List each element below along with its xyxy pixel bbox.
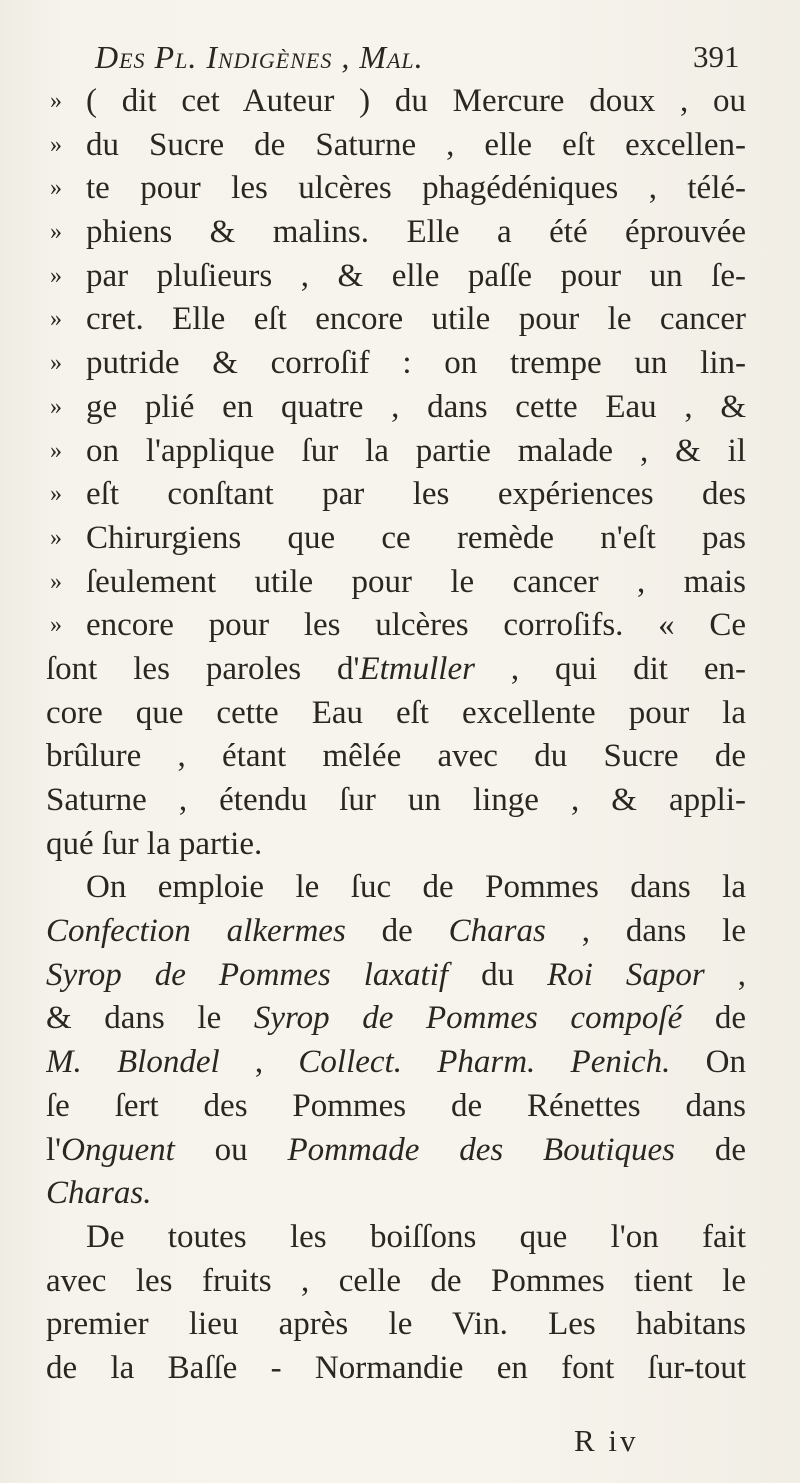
- text-line: Confection alkermes de Charas , dans le: [46, 913, 746, 950]
- text-line: Charas.: [46, 1175, 152, 1212]
- text-line: de la Baſſe - Normandie en font ſur-tout: [46, 1349, 746, 1386]
- text-line: » cret. Elle eſt encore utile pour le cancer: [46, 298, 746, 342]
- text-line: premier lieu après le Vin. Les habitans: [46, 1306, 746, 1343]
- text-line: avec les fruits , celle de Pommes tient le: [46, 1262, 746, 1299]
- text-line: » du Sucre de Saturne , elle eſt excellen-: [46, 124, 746, 168]
- text-line: On emploie le ſuc de Pommes dans la: [86, 869, 746, 906]
- text-line: Saturne , étendu ſur un linge , & appli-: [46, 782, 746, 818]
- text-line: » te pour les ulcères phagédéniques , télé-: [46, 167, 746, 211]
- text-line: core que cette Eau eſt excellente pour la: [46, 694, 746, 731]
- text-line: brûlure , étant mêlée avec du Sucre de: [46, 738, 746, 775]
- text-line: » putride & corroſif : on trempe un lin-: [46, 342, 746, 386]
- text-line: M. Blondel , Collect. Pharm. Penich. On: [46, 1044, 746, 1081]
- text-line: qué ſur la partie.: [46, 825, 263, 862]
- signature-mark: R iv: [574, 1423, 639, 1458]
- text-line: » ſeulement utile pour le cancer , mais: [46, 561, 746, 605]
- text-line: » phiens & malins. Elle a été éprouvée: [46, 211, 746, 255]
- text-line: Syrop de Pommes laxatif du Roi Sapor ,: [46, 956, 746, 993]
- text-line: » on l'applique ſur la partie malade , & il: [46, 430, 746, 474]
- text-line: l'Onguent ou Pommade des Boutiques de: [46, 1131, 746, 1168]
- text-line: » encore pour les ulcères corroſifs. « Ce: [46, 604, 746, 648]
- page-number: 391: [693, 39, 740, 74]
- text-line: ſe ſert des Pommes de Rénettes dans: [46, 1087, 746, 1124]
- text-line: De toutes les boiſſons que l'on fait: [86, 1218, 746, 1255]
- text-line: » eſt conſtant par les expériences des: [46, 473, 746, 517]
- text-line: » par pluſieurs , & elle paſſe pour un ſe-: [46, 255, 746, 299]
- running-head-text: Des Pl. Indigènes , Mal.: [95, 39, 424, 75]
- text-line: » ge plié en quatre , dans cette Eau , &: [46, 386, 746, 430]
- text-line: & dans le Syrop de Pommes compoſé de: [46, 1000, 746, 1037]
- text-line: » Chirurgiens que ce remède n'eſt pas: [46, 517, 746, 561]
- running-head: [95, 34, 695, 80]
- text-line: ſont les paroles d'Etmuller , qui dit en-: [46, 650, 746, 687]
- body-text: [46, 80, 746, 1391]
- text-line: » ( dit cet Auteur ) du Mercure doux , ou: [46, 80, 746, 124]
